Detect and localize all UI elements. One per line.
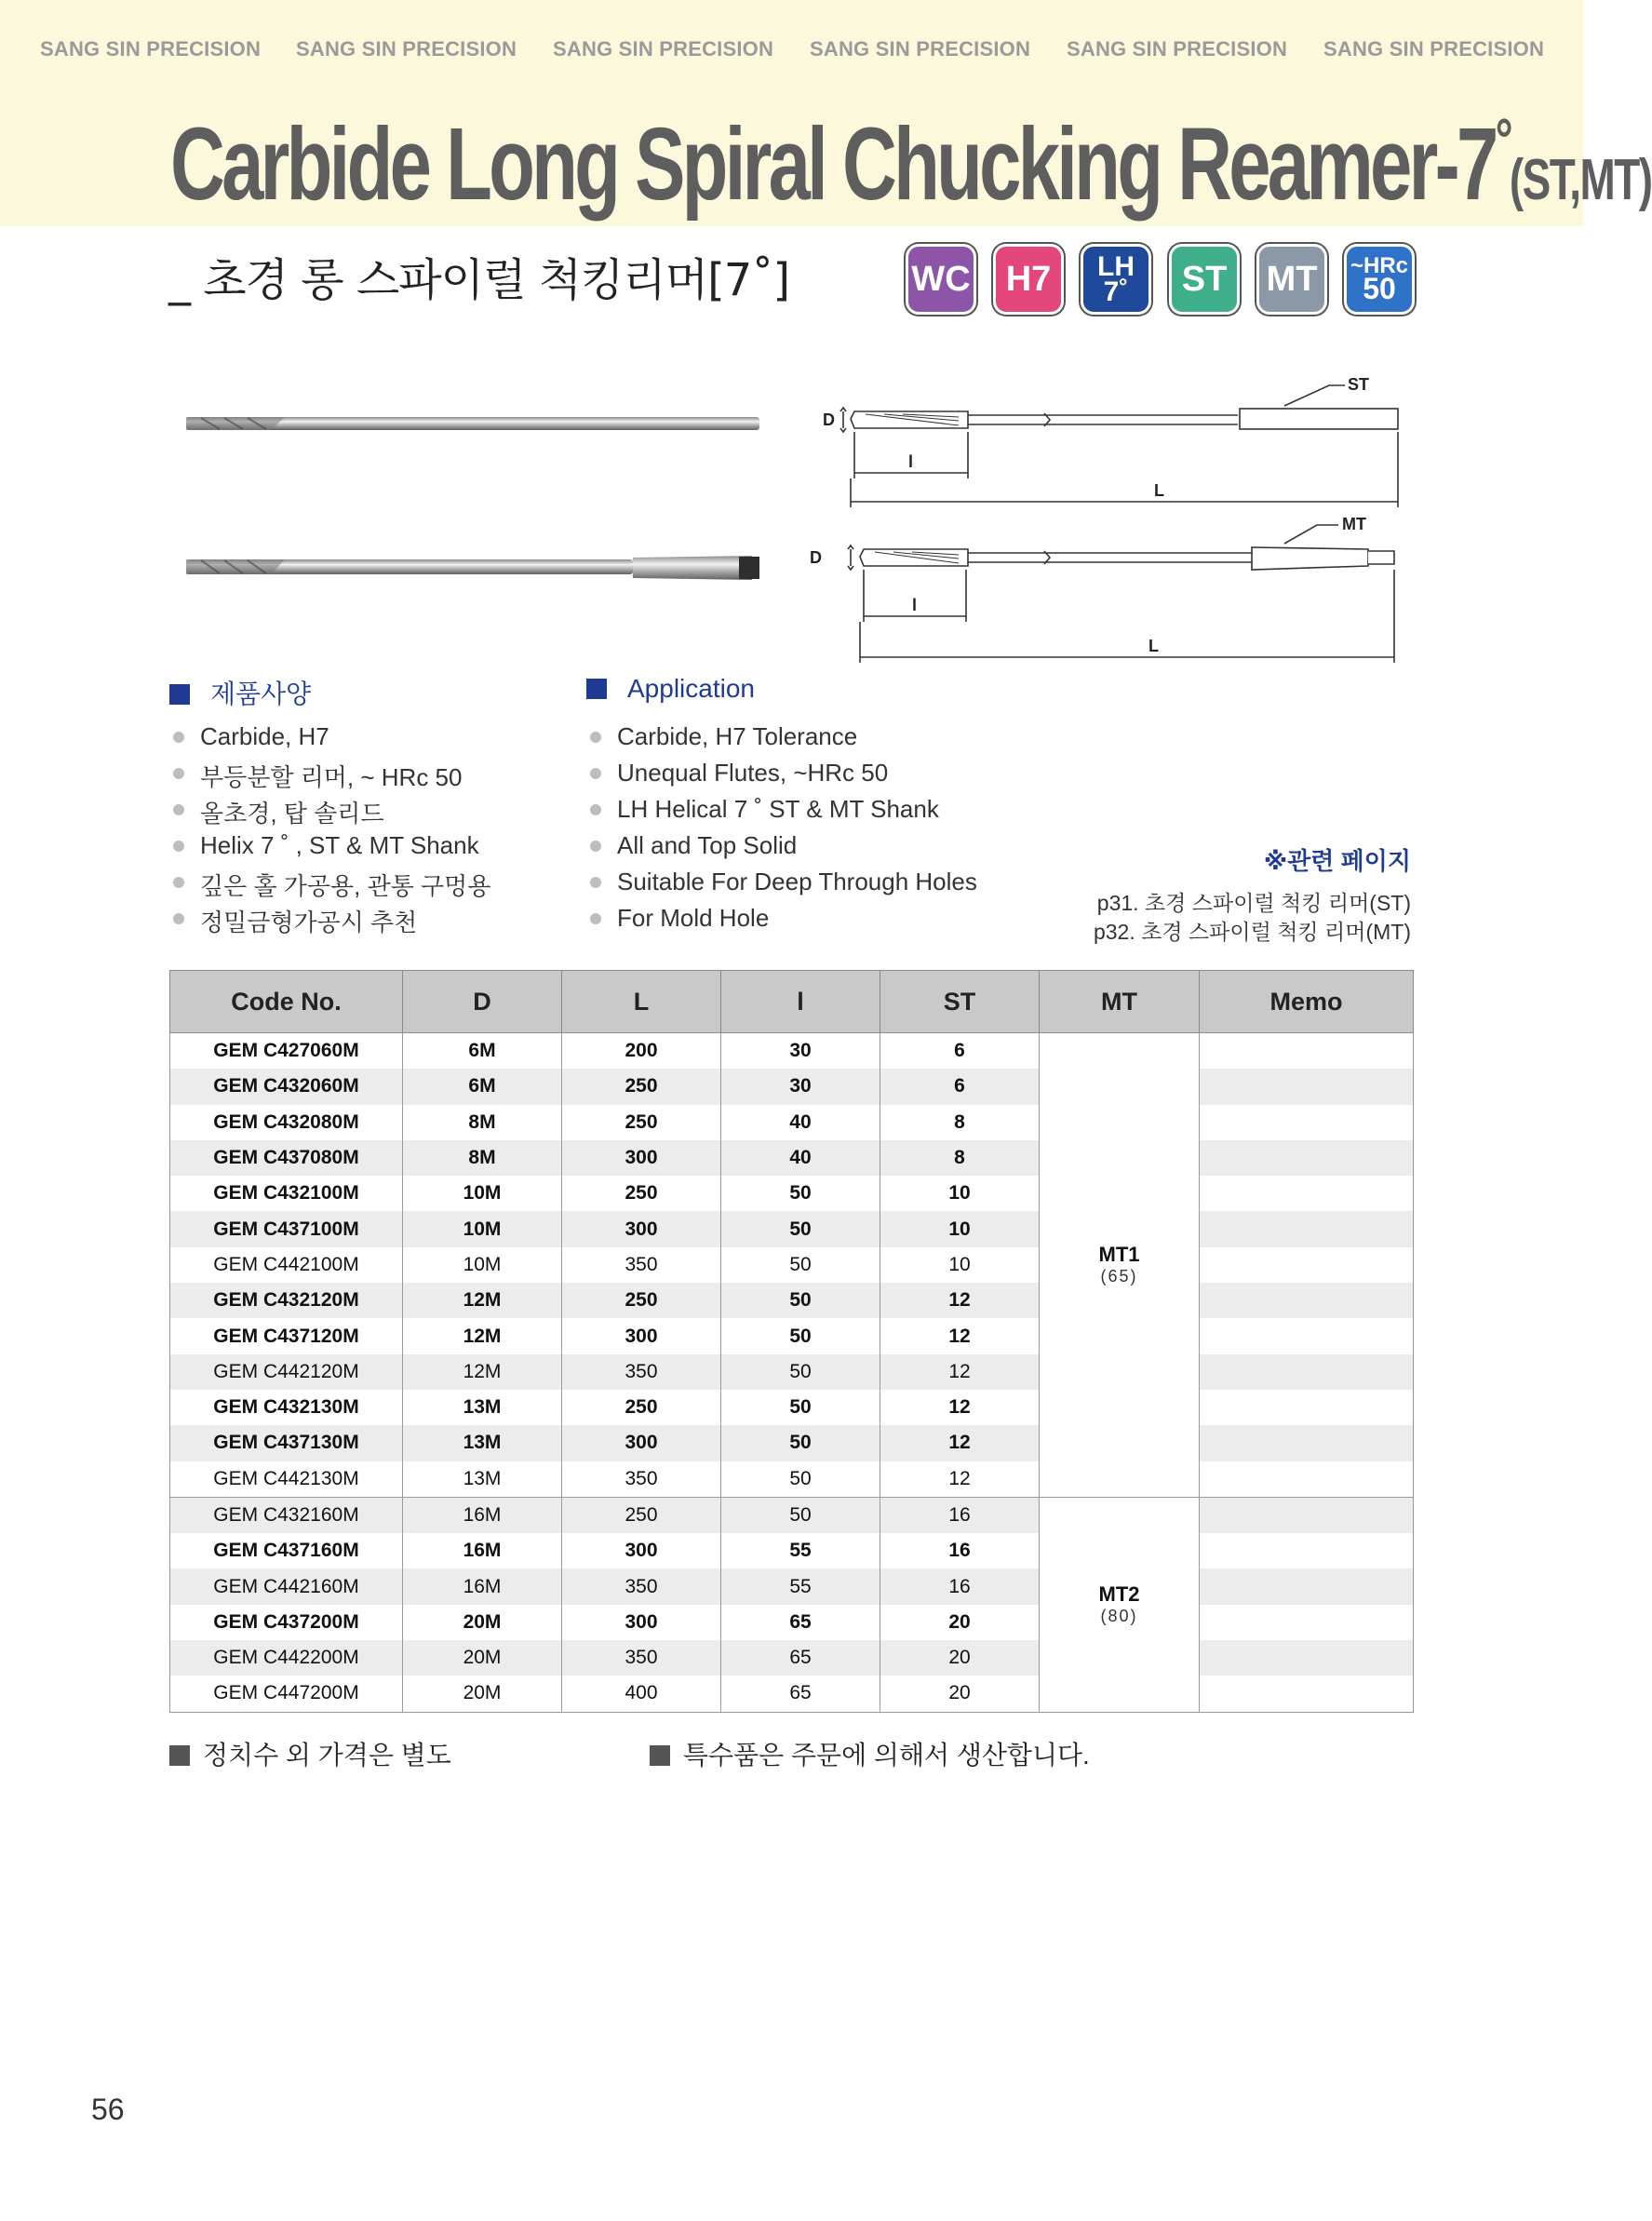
brand-row xyxy=(0,37,1583,65)
cell-d: 10M xyxy=(403,1247,562,1283)
reamer-st-photo xyxy=(182,410,769,437)
list-item: All and Top Solid xyxy=(586,831,977,868)
cell-d: 12M xyxy=(403,1354,562,1390)
cell-l: 65 xyxy=(721,1605,880,1640)
cell-L: 200 xyxy=(562,1033,721,1070)
list-item: Unequal Flutes, ~HRc 50 xyxy=(586,759,977,795)
cell-L: 250 xyxy=(562,1176,721,1211)
cell-memo xyxy=(1200,1425,1414,1460)
cell-st: 16 xyxy=(880,1533,1040,1568)
table-row xyxy=(170,1497,1414,1533)
cell-st: 16 xyxy=(880,1497,1040,1533)
cell-d: 20M xyxy=(403,1640,562,1676)
cell-memo xyxy=(1200,1640,1414,1676)
cell-memo xyxy=(1200,1497,1414,1533)
mt-group-sub: (65) xyxy=(1100,1267,1138,1286)
list-item: 깊은 홀 가공용, 관통 구멍용 xyxy=(169,868,490,904)
col-header-l: l xyxy=(721,971,880,1033)
list-item: Carbide, H7 Tolerance xyxy=(586,722,977,759)
table-row xyxy=(170,1211,1414,1246)
col-header-st: ST xyxy=(880,971,1040,1033)
cell-memo xyxy=(1200,1605,1414,1640)
brand-text: SANG SIN PRECISION xyxy=(553,37,774,61)
cell-L: 350 xyxy=(562,1461,721,1498)
cell-code: GEM C437080M xyxy=(170,1140,403,1176)
cell-L: 300 xyxy=(562,1605,721,1640)
badge-h7: H7 xyxy=(993,244,1064,315)
diagram-st-label: ST xyxy=(1348,375,1370,394)
table-row xyxy=(170,1318,1414,1353)
heading-square-icon xyxy=(586,679,607,699)
reamer-mt-photo xyxy=(182,551,769,585)
cell-d: 6M xyxy=(403,1033,562,1070)
cell-code: GEM C432060M xyxy=(170,1069,403,1104)
cell-l: 50 xyxy=(721,1425,880,1460)
brand-text: SANG SIN PRECISION xyxy=(1323,37,1545,61)
cell-st: 10 xyxy=(880,1211,1040,1246)
cell-st: 6 xyxy=(880,1033,1040,1070)
cell-memo xyxy=(1200,1283,1414,1318)
cell-memo xyxy=(1200,1247,1414,1283)
cell-L: 300 xyxy=(562,1533,721,1568)
brand-text: SANG SIN PRECISION xyxy=(810,37,1031,61)
cell-d: 8M xyxy=(403,1140,562,1176)
cell-st: 12 xyxy=(880,1461,1040,1498)
cell-memo xyxy=(1200,1568,1414,1604)
table-row xyxy=(170,1568,1414,1604)
cell-memo xyxy=(1200,1176,1414,1211)
application-list xyxy=(586,722,977,940)
title-degree: ° xyxy=(1495,106,1510,173)
list-item: LH Helical 7 ˚ ST & MT Shank xyxy=(586,795,977,831)
cell-memo xyxy=(1200,1105,1414,1140)
spec-table xyxy=(169,970,1414,1713)
cell-st: 8 xyxy=(880,1105,1040,1140)
cell-l: 65 xyxy=(721,1676,880,1712)
cell-l: 55 xyxy=(721,1533,880,1568)
footnote-left: 정치수 외 가격은 별도 xyxy=(169,1735,451,1772)
cell-d: 13M xyxy=(403,1461,562,1498)
brand-text: SANG SIN PRECISION xyxy=(296,37,517,61)
table-row xyxy=(170,1533,1414,1568)
spec-heading-ko: 제품사양 xyxy=(169,674,311,711)
brand-text: SANG SIN PRECISION xyxy=(1067,37,1288,61)
diagram-d-label: D xyxy=(823,411,835,429)
list-item: 올초경, 탑 솔리드 xyxy=(169,795,490,831)
table-row xyxy=(170,1105,1414,1140)
cell-d: 20M xyxy=(403,1676,562,1712)
diagram-d-label-mt: D xyxy=(810,548,822,567)
badge-wc: WC xyxy=(906,244,976,315)
cell-st: 20 xyxy=(880,1676,1040,1712)
cell-st: 10 xyxy=(880,1176,1040,1211)
cell-code: GEM C432120M xyxy=(170,1283,403,1318)
cell-l: 50 xyxy=(721,1461,880,1498)
cell-st: 12 xyxy=(880,1390,1040,1425)
cell-L: 350 xyxy=(562,1247,721,1283)
page-number: 56 xyxy=(91,2093,125,2126)
list-item: 부등분할 리머, ~ HRc 50 xyxy=(169,759,490,795)
diagram-l-large-label: L xyxy=(1154,481,1164,500)
cell-st: 16 xyxy=(880,1568,1040,1604)
table-row xyxy=(170,1425,1414,1460)
badge-hrc50: ~HRc 50 xyxy=(1344,244,1415,315)
list-item: 정밀금형가공시 추천 xyxy=(169,904,490,940)
brand-text: SANG SIN PRECISION xyxy=(40,37,262,61)
cell-code: GEM C432100M xyxy=(170,1176,403,1211)
cell-l: 30 xyxy=(721,1069,880,1104)
table-row xyxy=(170,1176,1414,1211)
spec-list-ko xyxy=(169,722,490,940)
table-row xyxy=(170,1461,1414,1498)
cell-l: 50 xyxy=(721,1211,880,1246)
cell-l: 40 xyxy=(721,1105,880,1140)
cell-memo xyxy=(1200,1676,1414,1712)
cell-memo xyxy=(1200,1211,1414,1246)
mt-group-label: MT1 xyxy=(1098,1243,1140,1267)
diagram-mt-label: MT xyxy=(1342,515,1366,533)
table-body xyxy=(170,1033,1414,1713)
cell-d: 6M xyxy=(403,1069,562,1104)
cell-d: 13M xyxy=(403,1390,562,1425)
table-row xyxy=(170,1033,1414,1070)
cell-L: 250 xyxy=(562,1390,721,1425)
cell-st: 8 xyxy=(880,1140,1040,1176)
table-row xyxy=(170,1283,1414,1318)
diagram-l-small-label: l xyxy=(908,452,914,471)
cell-code: GEM C432160M xyxy=(170,1497,403,1533)
cell-l: 65 xyxy=(721,1640,880,1676)
application-heading: Application xyxy=(586,674,755,704)
cell-d: 16M xyxy=(403,1533,562,1568)
table-row xyxy=(170,1354,1414,1390)
cell-d: 12M xyxy=(403,1318,562,1353)
cell-memo xyxy=(1200,1461,1414,1498)
cell-L: 300 xyxy=(562,1140,721,1176)
cell-l: 30 xyxy=(721,1033,880,1070)
badge-mt: MT xyxy=(1256,244,1327,315)
cell-memo xyxy=(1200,1354,1414,1390)
cell-code: GEM C442100M xyxy=(170,1247,403,1283)
cell-d: 13M xyxy=(403,1425,562,1460)
cell-l: 50 xyxy=(721,1390,880,1425)
cell-d: 10M xyxy=(403,1211,562,1246)
cell-L: 250 xyxy=(562,1497,721,1533)
col-header-d: D xyxy=(403,971,562,1033)
cell-st: 10 xyxy=(880,1247,1040,1283)
related-link[interactable]: p31. 초경 스파이럴 척킹 리머(ST) xyxy=(1096,891,1411,915)
cell-mt-group xyxy=(1040,1033,1200,1498)
cell-st: 12 xyxy=(880,1283,1040,1318)
cell-d: 12M xyxy=(403,1283,562,1318)
note-square-icon xyxy=(650,1745,670,1766)
table-row xyxy=(170,1069,1414,1104)
col-header-mt: MT xyxy=(1040,971,1200,1033)
cell-code: GEM C437100M xyxy=(170,1211,403,1246)
cell-code: GEM C447200M xyxy=(170,1676,403,1712)
cell-d: 8M xyxy=(403,1105,562,1140)
cell-code: GEM C432080M xyxy=(170,1105,403,1140)
feature-badges xyxy=(906,244,1414,315)
cell-d: 16M xyxy=(403,1568,562,1604)
related-pages xyxy=(1094,842,1411,944)
cell-L: 350 xyxy=(562,1568,721,1604)
cell-st: 6 xyxy=(880,1069,1040,1104)
cell-memo xyxy=(1200,1533,1414,1568)
badge-lh7: LH 7˚ xyxy=(1081,244,1151,315)
list-item: Carbide, H7 xyxy=(169,722,490,759)
dimension-diagram xyxy=(810,363,1415,680)
cell-L: 350 xyxy=(562,1354,721,1390)
page-title xyxy=(170,106,1652,222)
col-header-memo: Memo xyxy=(1200,971,1414,1033)
cell-L: 300 xyxy=(562,1425,721,1460)
badge-st: ST xyxy=(1169,244,1240,315)
cell-d: 16M xyxy=(403,1497,562,1533)
diagram-l-small-label-mt: l xyxy=(912,596,918,614)
cell-l: 55 xyxy=(721,1568,880,1604)
list-item: For Mold Hole xyxy=(586,904,977,940)
related-link[interactable]: p32. 초경 스파이럴 척킹 리머(MT) xyxy=(1093,920,1411,944)
cell-code: GEM C442130M xyxy=(170,1461,403,1498)
cell-st: 20 xyxy=(880,1605,1040,1640)
cell-l: 50 xyxy=(721,1176,880,1211)
cell-L: 300 xyxy=(562,1318,721,1353)
related-title: ※관련 페이지 xyxy=(1263,847,1411,875)
cell-code: GEM C442120M xyxy=(170,1354,403,1390)
cell-code: GEM C442200M xyxy=(170,1640,403,1676)
cell-memo xyxy=(1200,1140,1414,1176)
cell-l: 40 xyxy=(721,1140,880,1176)
cell-d: 20M xyxy=(403,1605,562,1640)
diagram-l-large-label-mt: L xyxy=(1148,637,1159,655)
cell-L: 400 xyxy=(562,1676,721,1712)
cell-l: 50 xyxy=(721,1497,880,1533)
cell-code: GEM C427060M xyxy=(170,1033,403,1070)
table-row xyxy=(170,1140,1414,1176)
cell-d: 10M xyxy=(403,1176,562,1211)
cell-code: GEM C442160M xyxy=(170,1568,403,1604)
cell-L: 250 xyxy=(562,1283,721,1318)
cell-code: GEM C432130M xyxy=(170,1390,403,1425)
cell-code: GEM C437200M xyxy=(170,1605,403,1640)
cell-L: 350 xyxy=(562,1640,721,1676)
col-header-code: Code No. xyxy=(170,971,403,1033)
cell-L: 250 xyxy=(562,1069,721,1104)
cell-l: 50 xyxy=(721,1247,880,1283)
cell-memo xyxy=(1200,1390,1414,1425)
table-row xyxy=(170,1247,1414,1283)
table-header-row xyxy=(170,971,1414,1033)
cell-L: 250 xyxy=(562,1105,721,1140)
cell-L: 300 xyxy=(562,1211,721,1246)
cell-l: 50 xyxy=(721,1318,880,1353)
cell-l: 50 xyxy=(721,1283,880,1318)
korean-subtitle: _ 초경 롱 스파이럴 척킹리머[7˚] xyxy=(168,254,790,306)
cell-st: 12 xyxy=(880,1354,1040,1390)
title-suffix: (ST,MT) xyxy=(1509,148,1652,212)
col-header-L: L xyxy=(562,971,721,1033)
heading-square-icon xyxy=(169,684,190,705)
cell-st: 12 xyxy=(880,1318,1040,1353)
cell-memo xyxy=(1200,1033,1414,1070)
mt-group-label: MT2 xyxy=(1098,1582,1140,1607)
cell-st: 12 xyxy=(880,1425,1040,1460)
list-item: Helix 7 ˚ , ST & MT Shank xyxy=(169,831,490,868)
table-row xyxy=(170,1605,1414,1640)
cell-code: GEM C437160M xyxy=(170,1533,403,1568)
table-row xyxy=(170,1390,1414,1425)
table-row xyxy=(170,1676,1414,1712)
cell-l: 50 xyxy=(721,1354,880,1390)
table-row xyxy=(170,1640,1414,1676)
cell-mt-group xyxy=(1040,1497,1200,1712)
cell-code: GEM C437130M xyxy=(170,1425,403,1460)
list-item: Suitable For Deep Through Holes xyxy=(586,868,977,904)
footnote-right: 특수품은 주문에 의해서 생산합니다. xyxy=(650,1735,1090,1772)
cell-memo xyxy=(1200,1069,1414,1104)
mt-group-sub: (80) xyxy=(1100,1607,1138,1626)
note-square-icon xyxy=(169,1745,190,1766)
cell-st: 20 xyxy=(880,1640,1040,1676)
cell-memo xyxy=(1200,1318,1414,1353)
title-main: Carbide Long Spiral Chucking Reamer-7 xyxy=(170,107,1496,222)
cell-code: GEM C437120M xyxy=(170,1318,403,1353)
